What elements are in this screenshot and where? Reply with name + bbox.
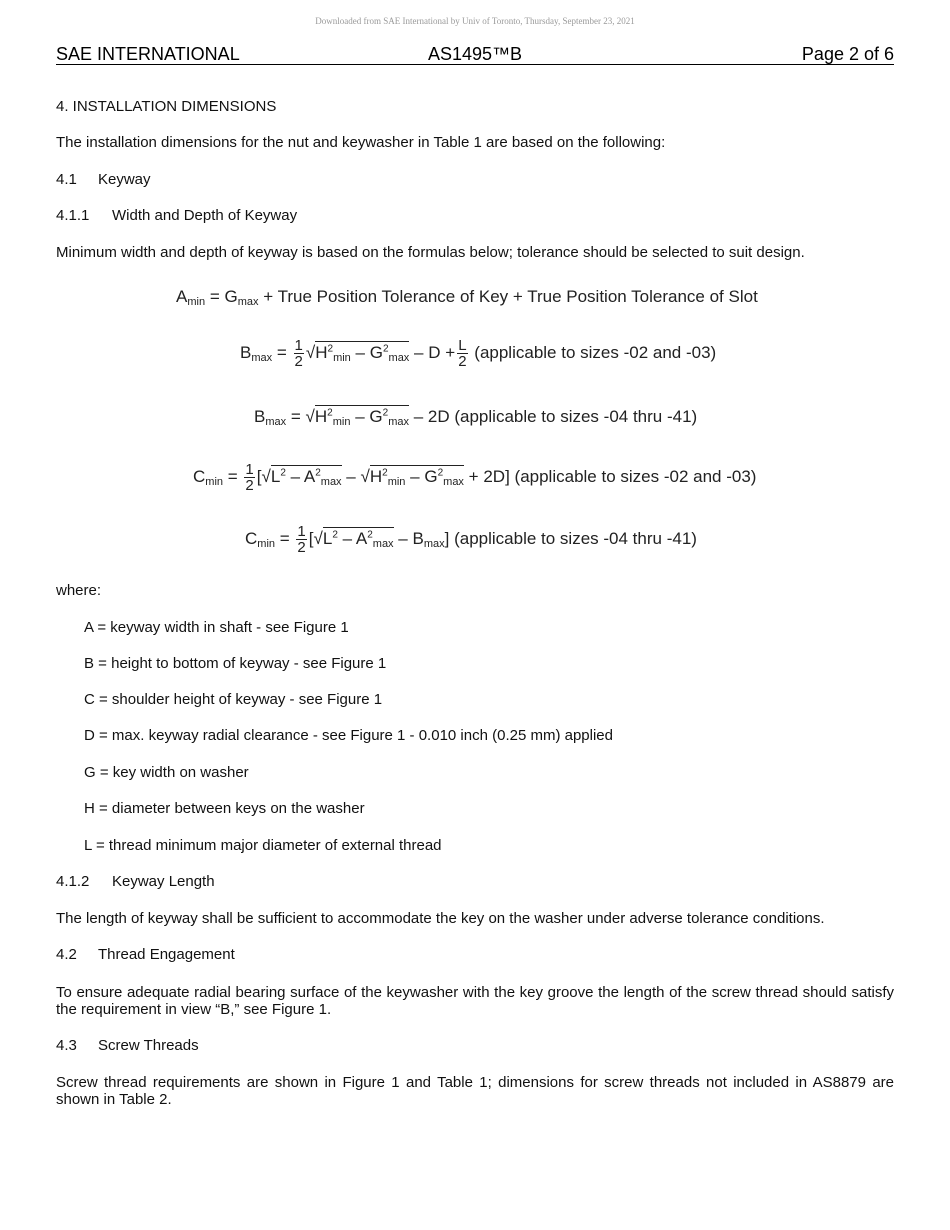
section-title: Thread Engagement <box>98 946 235 963</box>
formula-note: (applicable to sizes -04 thru -41) <box>454 528 697 548</box>
section-4-2-heading <box>56 946 894 963</box>
definition-item: B = height to bottom of keyway - see Figure 1 <box>84 655 387 672</box>
header-page-number: Page 2 of 6 <box>801 44 894 64</box>
section-title: Width and Depth of Keyway <box>112 207 298 224</box>
formula-b-max-small: $B_{max}$ = $\frac{1}{2}$ $√H^2_{min} - G^2_{max}$ – D + $\frac{L}{2}$ (applicable to sizes -02 and -03) <box>240 337 717 370</box>
formula-b-max-large: $B_{max} = √H^2_{min} - G^2_{max} - 2D$ (applicable to sizes -04 thru -41) <box>254 407 698 428</box>
download-notice: Downloaded from SAE International by Univ of Toronto, Thursday, September 23, 2021 <box>315 16 635 26</box>
definition-item: C = shoulder height of keyway - see Figure 1 <box>84 691 383 708</box>
definition-item: D = max. keyway radial clearance - see Figure 1 - 0.010 inch (0.25 mm) applied <box>84 727 613 744</box>
section-4-intro: The installation dimensions for the nut and keywasher in Table 1 are based on the following: <box>56 134 666 151</box>
section-title: Keyway <box>98 171 151 188</box>
section-4-1-heading <box>56 171 894 188</box>
formula-note: (applicable to sizes -04 thru -41) <box>454 407 698 426</box>
section-number: 4.1 <box>56 171 77 188</box>
section-4-heading: 4. INSTALLATION DIMENSIONS <box>56 98 277 115</box>
section-4-3-heading <box>56 1037 894 1054</box>
formula-note: (applicable to sizes -02 and -03) <box>474 342 717 362</box>
formula-c-min-small: $C_{min}$ = $\frac{1}{2}$ $[√L^2 - A^2_{max} - √H^2_{min} - G^2_{max} + 2D]$ (applicable to sizes -02 and -03) <box>193 461 757 494</box>
section-4-2-body: To ensure adequate radial bearing surface of the keywasher with the key groove the length of the screw thread should satisfy the requirement in view “B,” see Figure 1. <box>56 984 894 1018</box>
where-label: where: <box>56 582 102 599</box>
formula-note: (applicable to sizes -02 and -03) <box>514 466 757 486</box>
section-4-1-2-heading <box>56 873 894 890</box>
section-title: Keyway Length <box>112 873 215 890</box>
section-number: 4.2 <box>56 946 77 963</box>
header-organization: SAE INTERNATIONAL <box>56 44 240 64</box>
definition-item: H = diameter between keys on the washer <box>84 800 365 817</box>
page-header <box>56 44 894 65</box>
header-document-id: AS1495™B <box>427 44 523 64</box>
formula-a-min: $A_{min} = G_{max}$ + True Position Tolerance of Key + True Position Tolerance of Slot <box>176 287 758 308</box>
definition-item: L = thread minimum major diameter of external thread <box>84 837 442 854</box>
section-4-3-body: Screw thread requirements are shown in Figure 1 and Table 1; dimensions for screw threads not included in AS8879 are shown in Table 2. <box>56 1074 894 1108</box>
section-4-1-2-body: The length of keyway shall be sufficient to accommodate the key on the washer under adverse tolerance conditions. <box>56 910 825 927</box>
formula-c-min-large: $C_{min}$ = $\frac{1}{2}$ $[√L^2 - A^2_{max} - B_{max}]$ (applicable to sizes -04 thru -41) <box>245 523 697 556</box>
section-number: 4.1.1 <box>56 207 90 224</box>
section-title: Screw Threads <box>98 1037 199 1054</box>
section-4-1-1-intro: Minimum width and depth of keyway is based on the formulas below; tolerance should be selected to suit design. <box>56 244 805 261</box>
definition-item: A = keyway width in shaft - see Figure 1 <box>84 619 349 636</box>
section-4-1-1-heading <box>56 207 894 224</box>
section-number: 4.1.2 <box>56 873 90 890</box>
definition-item: G = key width on washer <box>84 764 249 781</box>
section-number: 4.3 <box>56 1037 77 1054</box>
